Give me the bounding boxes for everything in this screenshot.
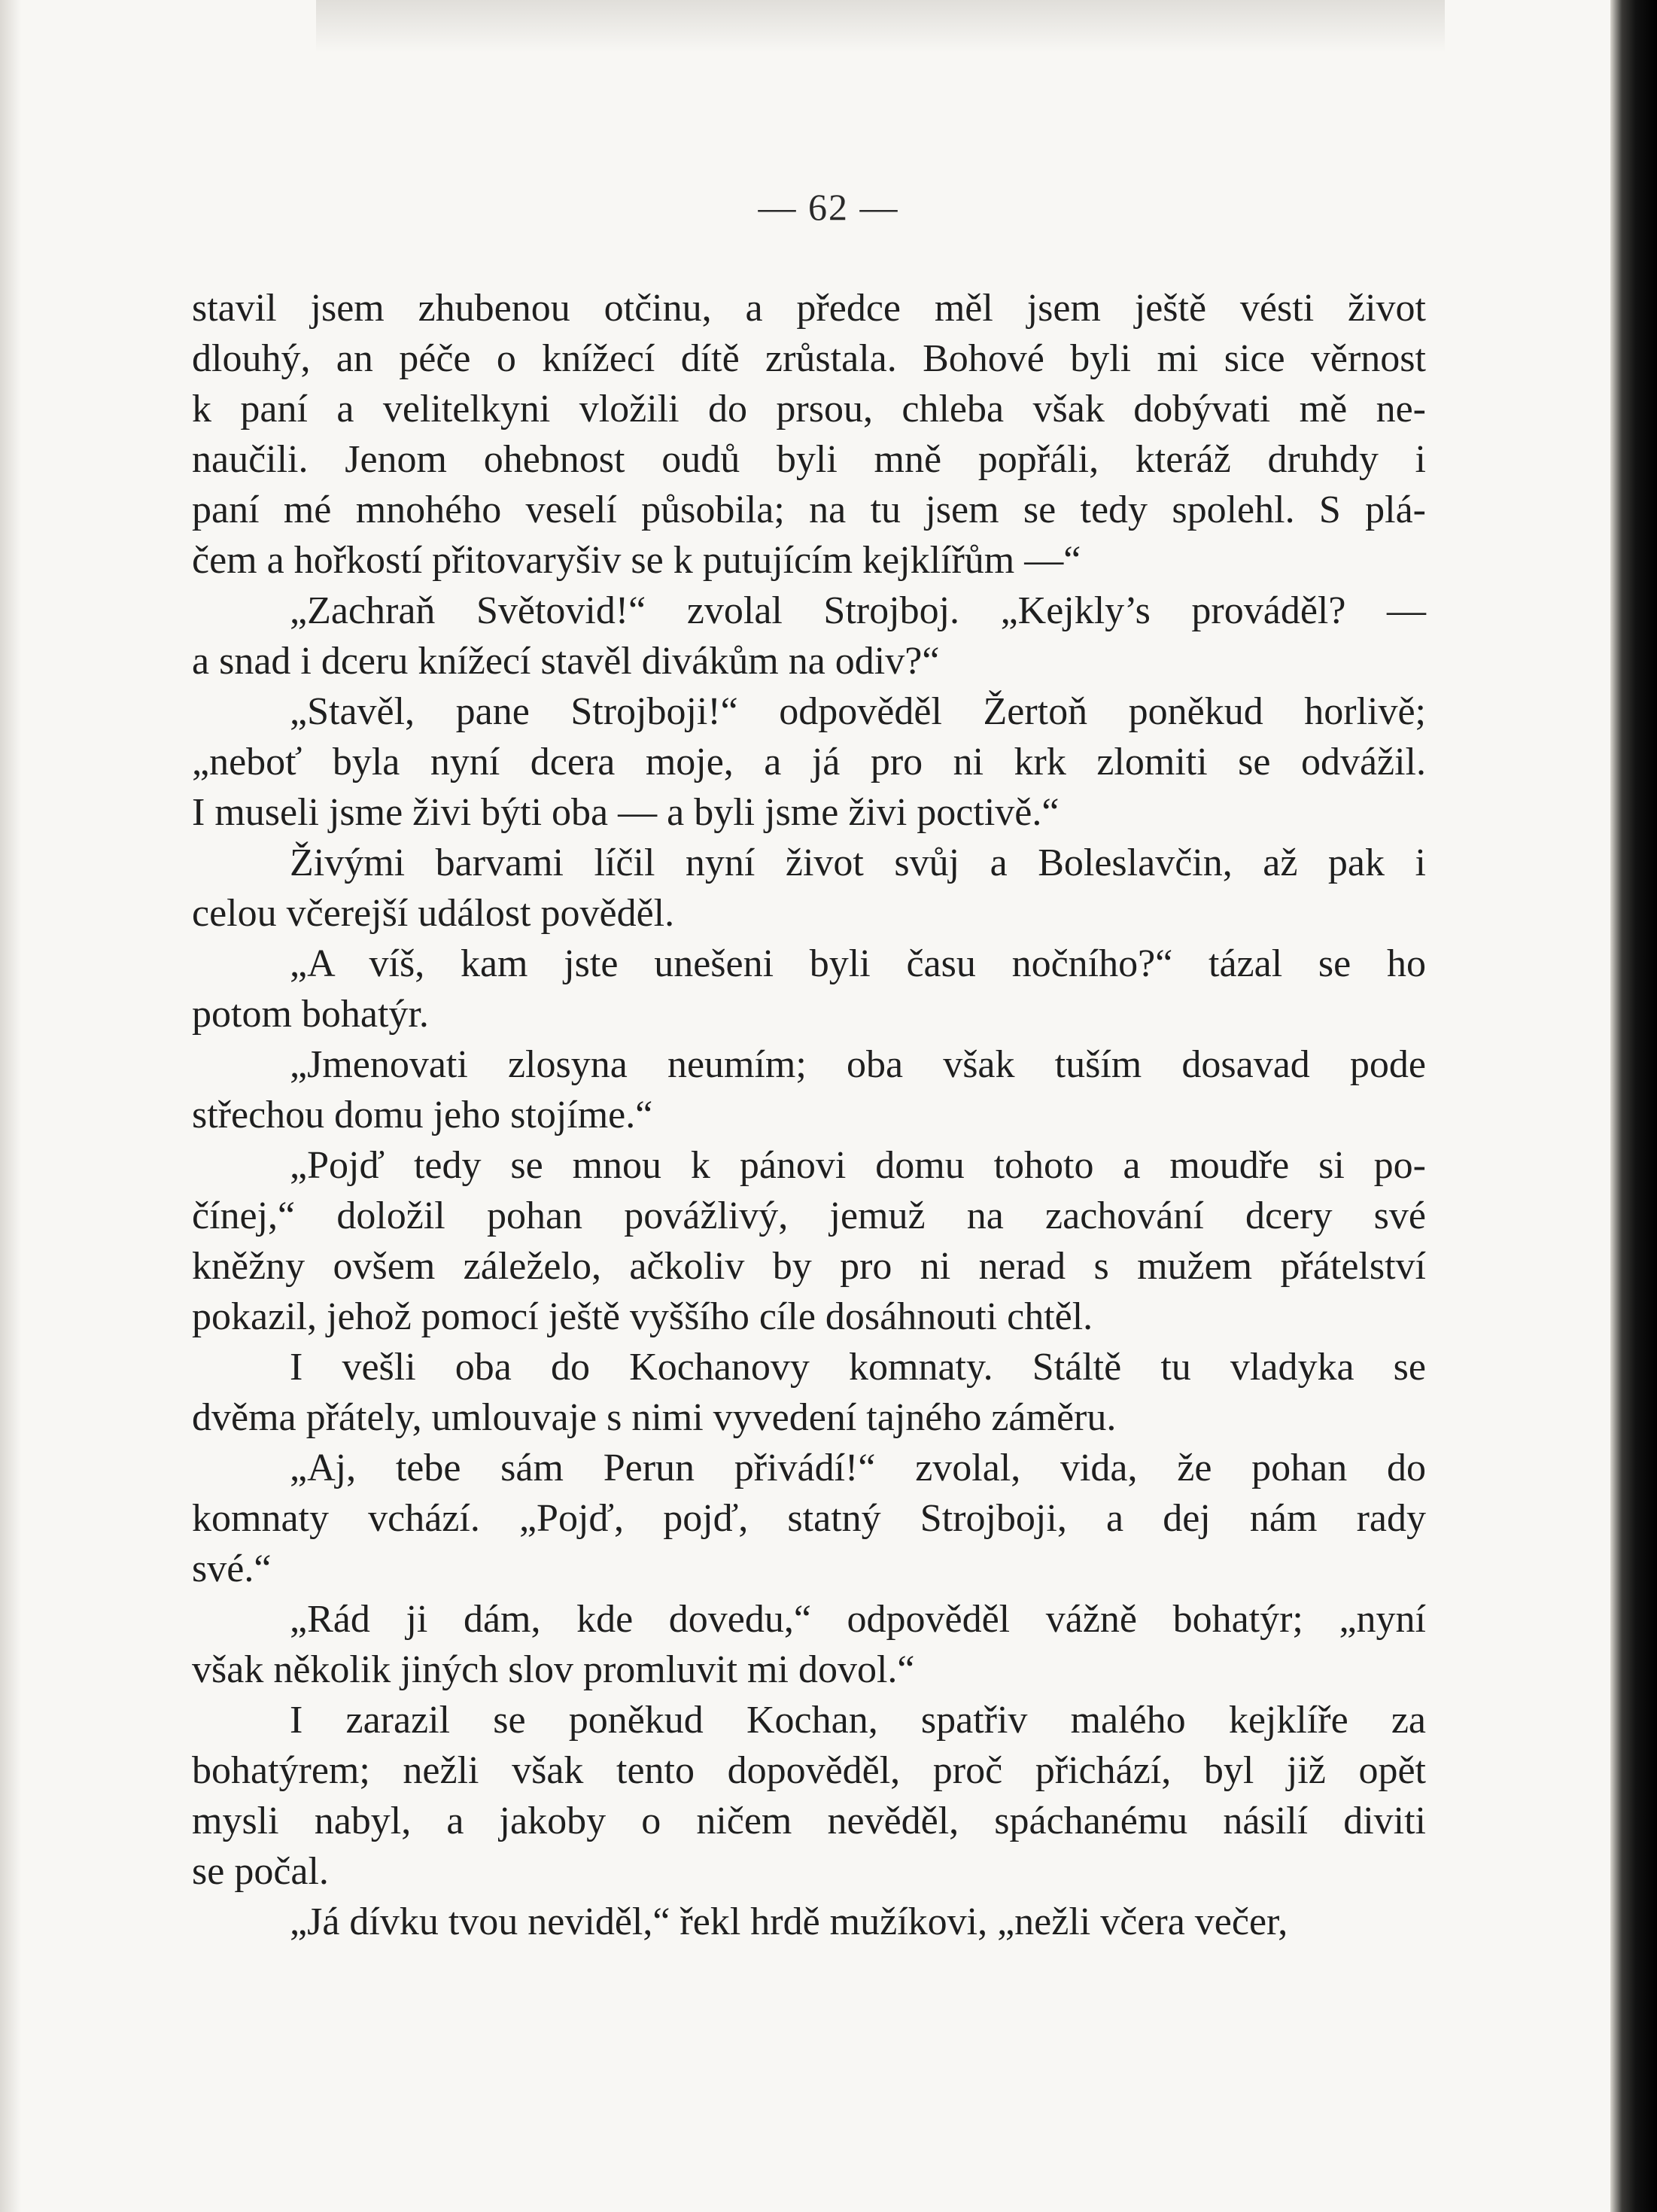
text-line: bohatýrem; nežli však tento dopověděl, proč přichází, byl již opět [192, 1749, 1426, 1792]
text-line: své.“ [192, 1547, 272, 1590]
text-line: paní mé mnohého veselí působila; na tu jsem se tedy spolehl. S plá- [192, 488, 1426, 531]
text-line: „Pojď tedy se mnou k pánovi domu tohoto a moudře si po- [290, 1144, 1426, 1187]
text-line: dlouhý, an péče o knížecí dítě zrůstala. Bohové byli mi sice věrnost [192, 337, 1426, 380]
text-line: I vešli oba do Kochanovy komnaty. Stáltě tu vladyka se [290, 1346, 1426, 1389]
text-line: a snad i dceru knížecí stavěl divákům na odiv?“ [192, 640, 940, 683]
text-line: mysli nabyl, a jakoby o ničem nevěděl, spáchanému násilí diviti [192, 1800, 1426, 1842]
text-line: „Rád ji dám, kde dovedu,“ odpověděl vážně bohatýr; „nyní [290, 1598, 1426, 1641]
text-line: „Jmenovati zlosyna neumím; oba však tuším dosavad pode [290, 1043, 1426, 1086]
text-line: se počal. [192, 1850, 329, 1893]
text-line: k paní a velitelkyni vložili do prsou, chleba však dobývati mě ne- [192, 388, 1426, 431]
text-line: „Stavěl, pane Strojboji!“ odpověděl Žertoň poněkud horlivě; [290, 690, 1426, 733]
page-top-noise [316, 0, 1445, 53]
text-line: „Já dívku tvou neviděl,“ řekl hrdě mužíkovi, „nežli včera večer, [290, 1900, 1288, 1943]
text-line: I zarazil se poněkud Kochan, spatřiv malého kejklíře za [290, 1699, 1426, 1742]
text-line: „Zachraň Světovid!“ zvolal Strojboj. „Kejkly’s prováděl? — [290, 589, 1426, 632]
text-line: celou včerejší událost pověděl. [192, 892, 675, 935]
text-line: „Aj, tebe sám Perun přivádí!“ zvolal, vida, že pohan do [290, 1447, 1426, 1489]
text-line: „neboť byla nyní dcera moje, a já pro ni krk zlomiti se odvážil. [192, 741, 1426, 783]
text-line: naučili. Jenom ohebnost oudů byli mně popřáli, kteráž druhdy i [192, 438, 1426, 481]
page-number: — 62 — [758, 186, 899, 228]
text-line: dvěma přátely, umlouvaje s nimi vyvedení tajného záměru. [192, 1396, 1117, 1439]
text-line: „A víš, kam jste unešeni byli času nočního?“ tázal se ho [290, 942, 1426, 985]
text-line: kněžny ovšem záleželo, ačkoliv by pro ni nerad s mužem přátelství [192, 1245, 1426, 1288]
text-line: střechou domu jeho stojíme.“ [192, 1094, 653, 1136]
text-line: pokazil, jehož pomocí ještě vyššího cíle dosáhnouti chtěl. [192, 1295, 1093, 1338]
text-line: čem a hořkostí přitovaryšiv se k putujícím kejklířům —“ [192, 539, 1081, 582]
text-line: potom bohatýr. [192, 993, 429, 1036]
page-left-shadow [0, 0, 21, 2212]
text-line: čínej,“ doložil pohan povážlivý, jemuž na zachování dcery své [192, 1194, 1426, 1237]
text-line: I museli jsme živi býti oba — a byli jsme živi poctivě.“ [192, 791, 1060, 834]
text-line: však několik jiných slov promluvit mi dovol.“ [192, 1648, 915, 1691]
body-text [192, 283, 1426, 1947]
text-line: Živými barvami líčil nyní život svůj a Boleslavčin, až pak i [290, 841, 1426, 884]
text-line: komnaty vchází. „Pojď, pojď, statný Strojboji, a dej nám rady [192, 1497, 1426, 1540]
text-line: stavil jsem zhubenou otčinu, a předce měl jsem ještě vésti život [192, 287, 1426, 330]
page-right-edge [1610, 0, 1657, 2212]
